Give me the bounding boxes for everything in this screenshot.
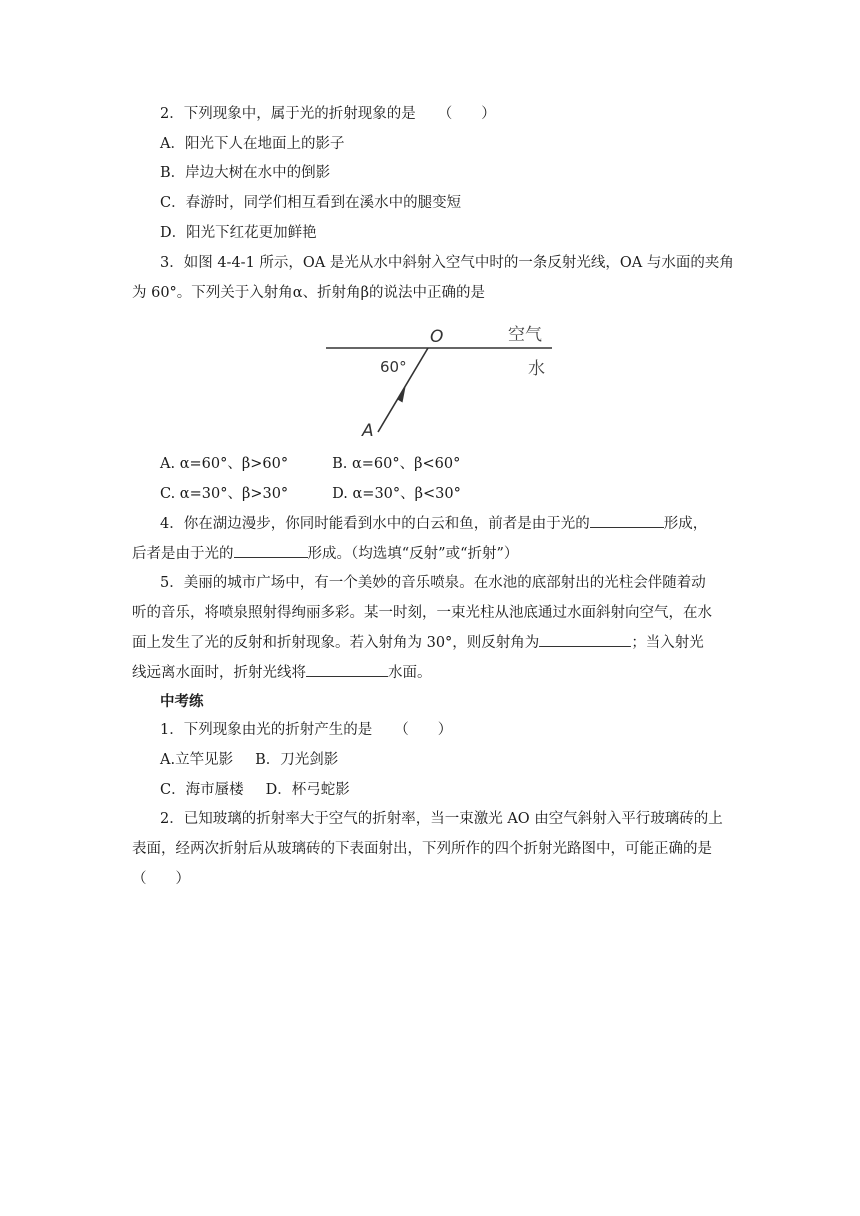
air-label: 空气 bbox=[508, 325, 542, 345]
q4-line1: 4．你在湖边漫步，你同时能看到水中的白云和鱼，前者是由于光的 形成， bbox=[160, 513, 707, 534]
z1-option-c: C．海市蜃楼 bbox=[160, 782, 244, 798]
q3-option-b: B. α=60°、β<60° bbox=[332, 456, 461, 472]
q2-option-a: A．阳光下人在地面上的影子 bbox=[160, 136, 345, 152]
z1-stem: 1．下列现象由光的折射产生的是 （ ） bbox=[160, 722, 453, 738]
q3-figure bbox=[320, 318, 556, 440]
q2-option-d: D．阳光下红花更加鲜艳 bbox=[160, 225, 317, 241]
q3-options-row2 bbox=[160, 484, 461, 504]
z2-line3: （ ） bbox=[132, 871, 190, 887]
z1-answer-paren: （ ） bbox=[394, 722, 453, 738]
z1-options-row1 bbox=[160, 750, 338, 770]
point-a-label: A bbox=[362, 421, 374, 440]
q3-option-a: A. α=60°、β>60° bbox=[160, 456, 289, 472]
z2-line1: 2．已知玻璃的折射率大于空气的折射率，当一束激光 AO 由空气斜射入平行玻璃砖的上 bbox=[160, 811, 723, 827]
z1-option-d: D．杯弓蛇影 bbox=[265, 782, 350, 798]
q2-answer-paren: （ ） bbox=[437, 106, 496, 122]
z1-options-row2 bbox=[160, 780, 350, 800]
point-o-label: O bbox=[430, 327, 444, 347]
q3-stem-line2: 为 60°。下列关于入射角α、折射角β的说法中正确的是 bbox=[132, 285, 485, 301]
q4-line2: 后者是由于光的 形成。（均选填“反射”或“折射”） bbox=[132, 543, 518, 564]
z1-option-a: A.立竿见影 bbox=[160, 752, 234, 768]
q5-blank-1[interactable] bbox=[539, 632, 631, 647]
q4-blank-2[interactable] bbox=[234, 543, 308, 558]
q3-stem-line1: 3．如图 4-4-1 所示，OA 是光从水中斜射入空气中时的一条反射光线，OA 与水面的夹角 bbox=[160, 255, 734, 271]
q5-line2: 听的音乐，将喷泉照射得绚丽多彩。某一时刻，一束光柱从池底通过水面斜射向空气，在水 bbox=[132, 605, 712, 621]
q2-option-b: B．岸边大树在水中的倒影 bbox=[160, 165, 331, 181]
q3-option-c: C. α=30°、β>30° bbox=[160, 486, 289, 502]
refraction-diagram bbox=[320, 318, 556, 440]
q2-option-c: C．春游时，同学们相互看到在溪水中的腿变短 bbox=[160, 195, 462, 211]
section-title: 中考练 bbox=[160, 694, 204, 710]
q5-blank-2[interactable] bbox=[306, 662, 388, 677]
water-label: 水 bbox=[528, 359, 545, 379]
q5-line1: 5．美丽的城市广场中，有一个美妙的音乐喷泉。在水池的底部射出的光柱会伴随着动 bbox=[160, 575, 706, 591]
q5-line4: 线远离水面时，折射光线将 水面。 bbox=[132, 662, 432, 683]
q3-option-d: D. α=30°、β<30° bbox=[332, 486, 461, 502]
q5-line3: 面上发生了光的反射和折射现象。若入射角为 30°，则反射角为 ；当入射光 bbox=[132, 632, 704, 653]
q3-options-row1 bbox=[160, 454, 460, 474]
angle-label: 60° bbox=[380, 358, 407, 376]
q2-stem: 2．下列现象中，属于光的折射现象的是 （ ） bbox=[160, 106, 496, 122]
arrow-head-icon bbox=[398, 387, 406, 403]
z1-option-b: B．刀光剑影 bbox=[255, 752, 339, 768]
q4-blank-1[interactable] bbox=[590, 513, 664, 528]
z2-line2: 表面，经两次折射后从玻璃砖的下表面射出，下列所作的四个折射光路图中，可能正确的是 bbox=[132, 841, 712, 857]
